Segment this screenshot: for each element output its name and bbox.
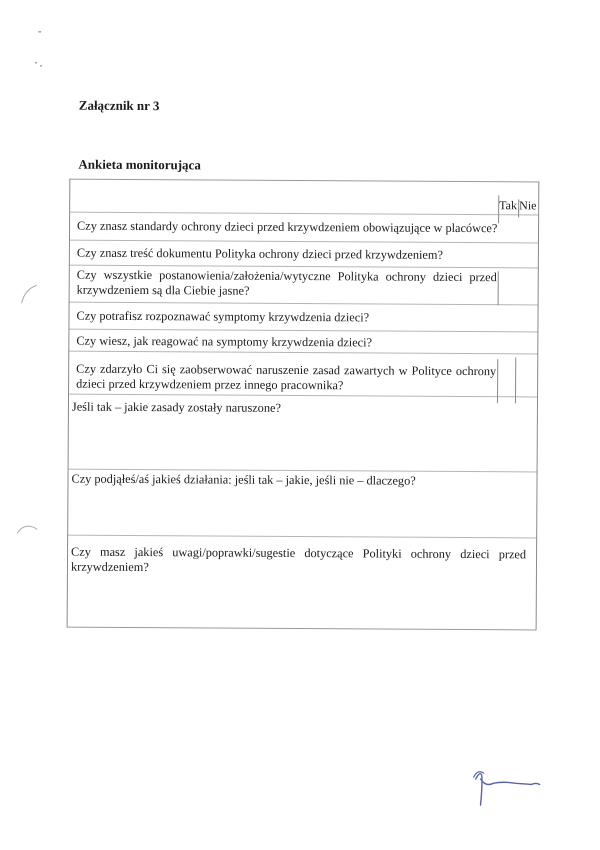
question-3-line-1: Czy wszystkie postanowienia/założenia/wytyczne Polityka ochrony dzieci przed (76, 267, 497, 285)
question-6-line-2: dzieci przed krzywdzeniem przez innego pracownika? (76, 376, 344, 393)
table-left-border (67, 179, 71, 627)
table-row-divider (67, 535, 537, 539)
question-5: Czy wiesz, jak reagować na symptomy krzywdzenia dzieci? (76, 333, 373, 350)
question-4: Czy potrafisz rozpoznawać symptomy krzywdzenia dzieci? (76, 308, 370, 325)
survey-title: Ankieta monitorująca (78, 156, 201, 173)
punch-hole-mark (19, 283, 39, 307)
punch-hole-mark (15, 520, 39, 536)
scan-speck (40, 65, 42, 66)
question-2: Czy znasz treść dokumentu Polityka ochrony dzieci przed krzywdzeniem? (76, 245, 443, 262)
attachment-title: Załącznik nr 3 (78, 97, 160, 114)
question-7: Jeśli tak – jakie zasady zostały naruszone? (71, 399, 281, 415)
table-right-border (536, 181, 540, 629)
question-9-line-1: Czy masz jakieś uwagi/poprawki/sugestie dotyczące Polityki ochrony dzieci przed (71, 544, 527, 562)
table-row-divider (69, 212, 539, 216)
question-9-line-2: krzywdzeniem? (70, 559, 149, 575)
question-1: Czy znasz standardy ochrony dzieci przed krzywdzeniem obowiązujące w placówce? (77, 218, 498, 236)
no-column-header: Nie (519, 198, 537, 213)
question-8: Czy podjąłeś/aś jakieś działania: jeśli tak – jakie, jeśli nie – dlaczego? (71, 471, 416, 488)
table-row-divider (68, 351, 538, 355)
scan-speck (38, 31, 41, 32)
table-row-divider (68, 394, 538, 398)
table-row-divider (69, 240, 539, 244)
question-3-line-2: krzywdzeniem są dla Ciebie jasne? (76, 282, 250, 298)
table-row-divider (68, 329, 538, 333)
answer-column-divider (498, 271, 499, 305)
table-row-divider (69, 302, 539, 306)
table-top-border (69, 179, 539, 183)
yes-column-header: Tak (499, 198, 518, 213)
handwritten-signature (469, 765, 549, 813)
table-bottom-border (67, 627, 537, 631)
scan-speck (35, 62, 37, 63)
question-6-line-1: Czy zdarzyło Ci się zaobserwować naruszenie zasad zawartych w Polityce ochrony (76, 361, 497, 379)
